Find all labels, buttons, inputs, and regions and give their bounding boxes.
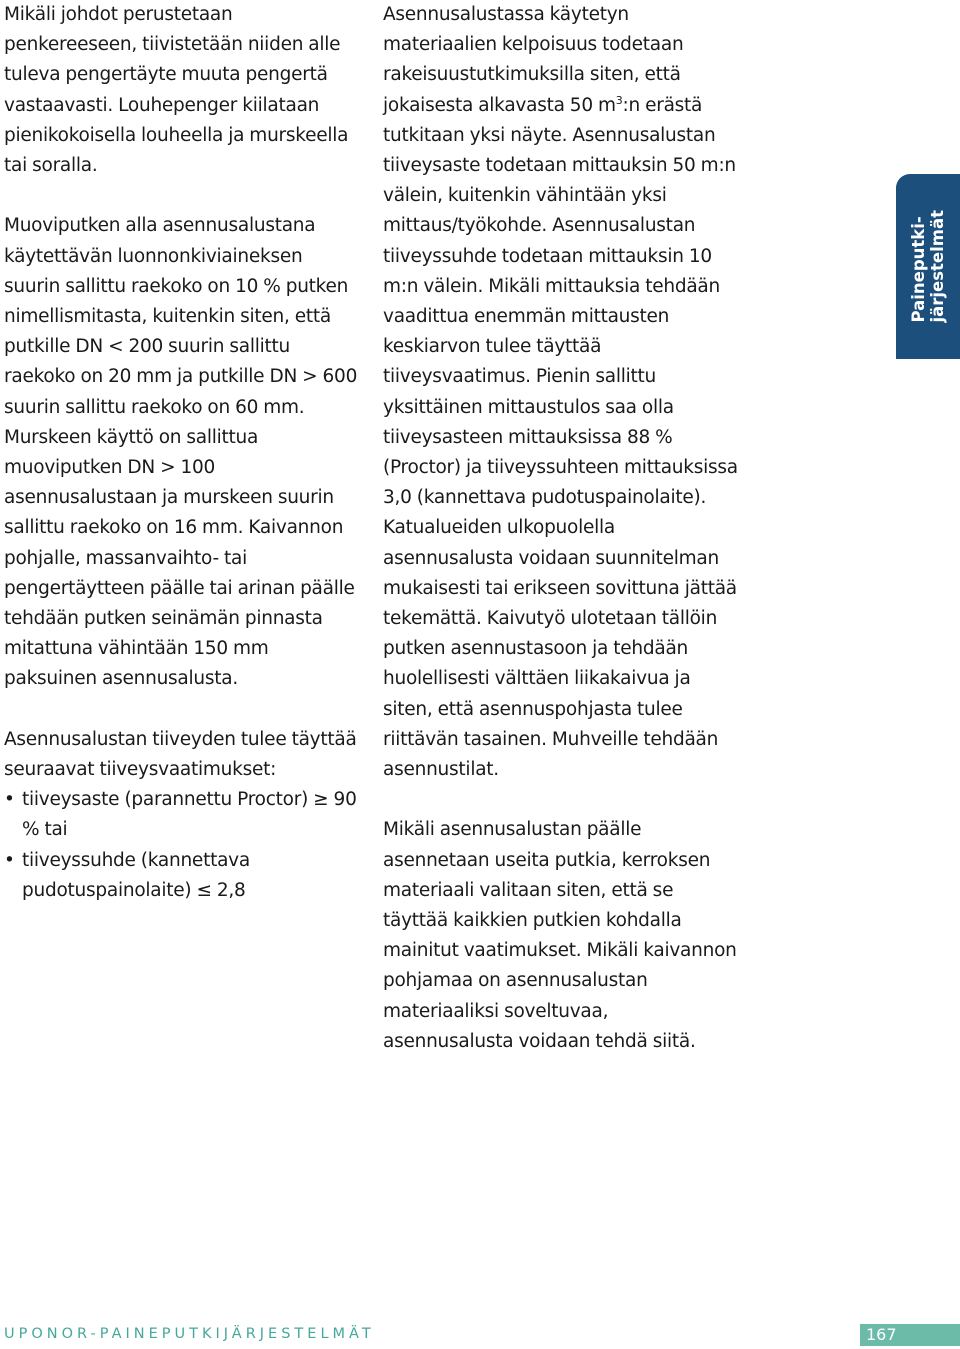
compaction-requirements-list — [4, 785, 360, 906]
paragraph-multiple-pipes: Mikäli asennusalustan päälle asennetaan useita putkia, kerroksen materiaali valitaan siten, että se täyttää kaikkien putkien kohdalla mainitut vaatimukset. Mikäli kaivannon pohjamaa on asennusalustan materiaaliksi soveltuvaa, asennusalusta voidaan tehdä siitä. — [383, 819, 737, 1052]
paragraph-embankment: Mikäli johdot perustetaan penkereeseen, tiivistetään niiden alle tuleva pengertäyte muuta pengertä vastaavasti. Louhepenger kiilataan pienikokoisella louheella ja murskeella tai soralla. — [4, 4, 349, 177]
paragraph-grain-size: Muoviputken alla asennusalustana käytettävän luonnonkiviaineksen suurin sallittu raekoko on 10 % putken nimellismitasta, kuitenkin siten, että putkille DN < 200 suurin sallittu raekoko on 20 mm ja putkille DN > 600 suurin sallittu raekoko on 60 mm. Murskeen käyttö on sallittua muoviputken DN > 100 asennusalustaan ja murskeen suurin sallittu raekoko on 16 mm. Kaivannon pohjalle, massanvaihto- tai pengertäytteen päälle tai arinan päälle tehdään putken seinämän pinnasta mitattuna vähintään 150 mm paksuinen asennusalusta. — [4, 215, 358, 690]
list-item — [4, 846, 360, 906]
left-column — [4, 0, 360, 906]
superscript: 3 — [615, 93, 623, 107]
footer-title: UPONOR-PAINEPUTKIJÄRJESTELMÄT — [4, 1326, 375, 1342]
page-number: 167 — [860, 1324, 960, 1346]
list-item-text: tiiveysaste (parannettu Proctor) ≥ 90 % tai — [22, 789, 357, 841]
paragraph-material-testing — [383, 0, 739, 785]
bullet-icon: • — [4, 849, 15, 871]
text-run: :n erästä tutkitaan yksi näyte. Asennusalustan tiiveysaste todetaan mittauksin 50 m:n välein, kuitenkin vähintään yksi mittaus/työkohde. Asennusalustan tiiveyssuhde todetaan mittauksin 10 m:n välein. Mikäli mittauksia tehdään vaadittua enemmän mittausten keskiarvon tulee täyttää tiiveysvaatimus. Pienin sallittu yksittäinen mittaustulos saa olla tiiveysasteen mittauksissa 88 % (Proctor) ja tiiveyssuhteen mittauksissa 3,0 (kannettava pudotuspainolaite). Katualueiden ulkopuolella asennusalusta voidaan suunnitelman mukaisesti tai erikseen sovittuna jättää tekemättä. Kaivutyö ulotetaan tällöin putken asennustasoon ja tehdään huolellisesti välttäen liikakaivua ja siten, että asennuspohjasta tulee riittävän tasainen. Muhveille tehdään asennustilat. — [383, 94, 738, 781]
section-tab-label: Paineputki- järjestelmät — [909, 210, 947, 323]
list-item — [4, 785, 360, 845]
list-item-text: tiiveyssuhde (kannettava pudotuspainolaite) ≤ 2,8 — [22, 849, 250, 901]
text-run: Asennusalustassa käytetyn materiaalien kelpoisuus todetaan rakeisuustutkimuksilla siten, että jokaisesta alkavasta 50 m — [383, 4, 684, 116]
paragraph-compaction-requirements: Asennusalustan tiiveyden tulee täyttää seuraavat tiiveysvaatimukset: — [4, 728, 357, 781]
section-tab — [896, 174, 960, 359]
right-column — [383, 0, 739, 1087]
bullet-icon: • — [4, 789, 15, 811]
